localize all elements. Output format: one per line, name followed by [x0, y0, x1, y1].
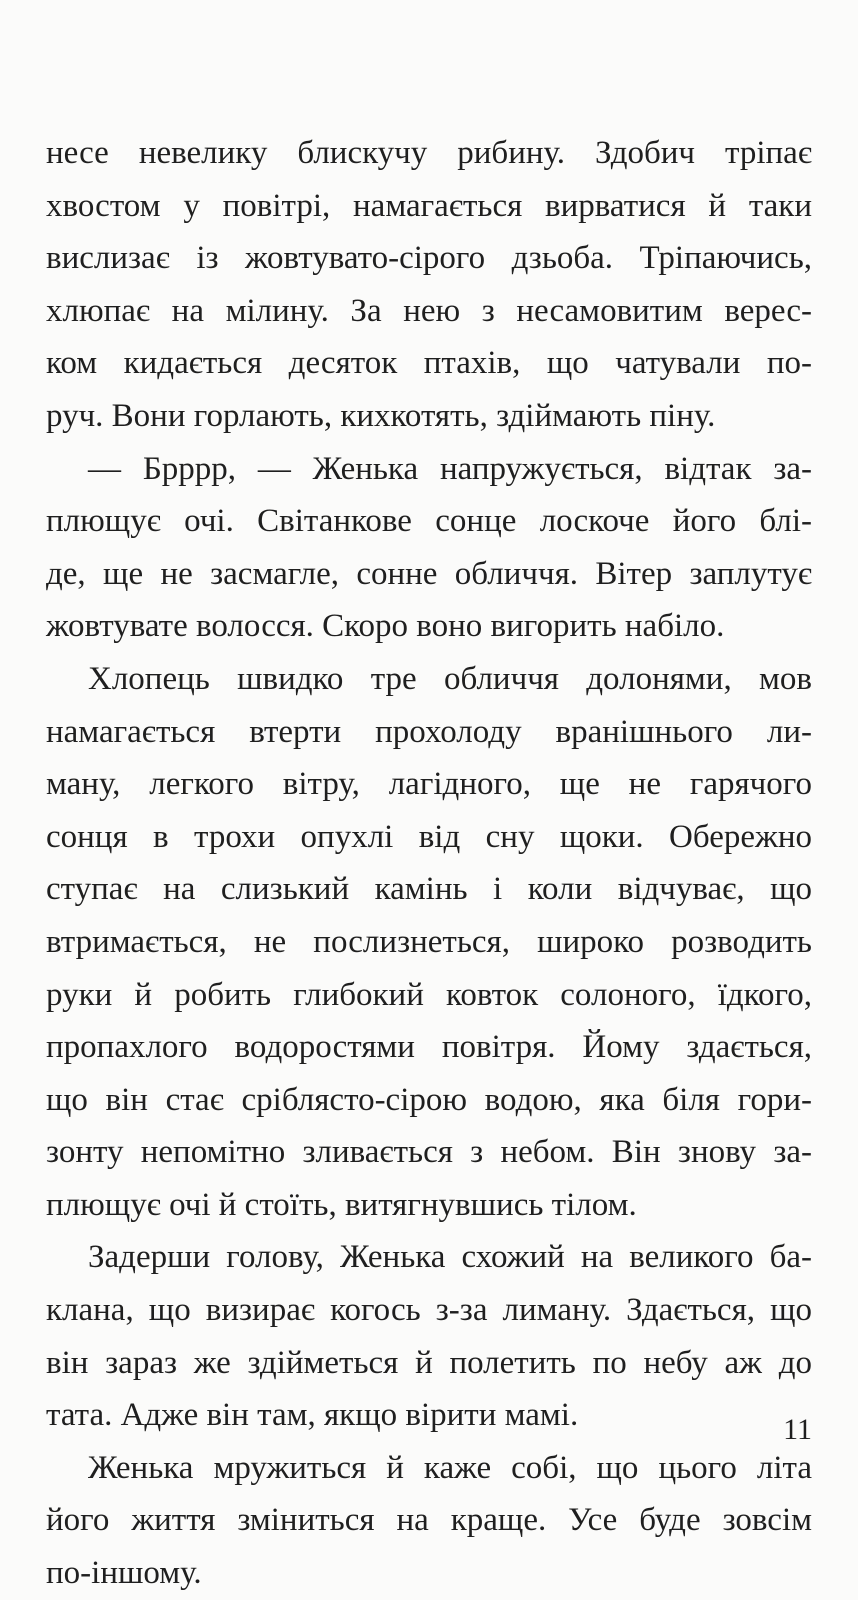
- text-line: зонту непомітно зливається з небом. Він знову за-: [46, 1134, 812, 1171]
- text-line: що він стає сріблясто-сірою водою, яка біля гори-: [46, 1081, 812, 1118]
- text-line: хлюпає на мілину. За нею з несамовитим верес-: [46, 292, 812, 329]
- text-line: тата. Адже він там, якщо вірити мамі.: [46, 1397, 579, 1434]
- text-line: по-іншому.: [46, 1555, 202, 1592]
- text-line: плющує очі й стоїть, витягнувшись тілом.: [46, 1186, 637, 1223]
- text-line: хвостом у повітрі, намагається вирватися й таки: [46, 187, 812, 224]
- text-line: де, ще не засмагле, сонне обличчя. Вітер заплутує: [46, 555, 812, 592]
- text-line: Хлопець швидко тре обличчя долонями, мов: [88, 660, 812, 697]
- page-number: 11: [783, 1413, 812, 1446]
- text-line: сонця в трохи опухлі від сну щоки. Обережно: [46, 818, 812, 855]
- text-line: намагається втерти прохолоду вранішнього ли-: [46, 713, 812, 750]
- text-line: він зараз же здійметься й полетить по небу аж до: [46, 1344, 812, 1381]
- text-line: руч. Вони горлають, кихкотять, здіймають піну.: [46, 397, 716, 434]
- text-line: руки й робить глибокий ковток солоного, їдкого,: [46, 976, 812, 1013]
- text-line: жовтувате волосся. Скоро воно вигорить набіло.: [46, 608, 725, 645]
- text-line: несе невелику блискучу рибину. Здобич тріпає: [46, 135, 812, 171]
- text-line: плющує очі. Світанкове сонце лоскоче його блі-: [46, 503, 812, 540]
- text-line: Задерши голову, Женька схожий на великого ба-: [88, 1239, 812, 1276]
- text-line: Женька мружиться й каже собі, що цього літа: [88, 1449, 812, 1486]
- text-line: його життя зміниться на краще. Усе буде зовсім: [46, 1502, 812, 1539]
- text-line: — Брррр, — Женька напружується, відтак за-: [88, 450, 812, 487]
- text-line: ком кидається десяток птахів, що чатували по-: [46, 345, 812, 382]
- text-line: ману, легкого вітру, лагідного, ще не гарячого: [46, 766, 812, 803]
- body-text: [46, 127, 812, 1600]
- text-line: вислизає із жовтувато-сірого дзьоба. Тріпаючись,: [46, 240, 812, 277]
- text-line: ступає на слизький камінь і коли відчуває, що: [46, 871, 812, 908]
- text-line: пропахлого водоростями повітря. Йому здається,: [46, 1029, 812, 1066]
- text-line: втримається, не послизнеться, широко розводить: [46, 923, 812, 960]
- text-line: клана, що визирає когось з-за лиману. Здається, що: [46, 1292, 812, 1329]
